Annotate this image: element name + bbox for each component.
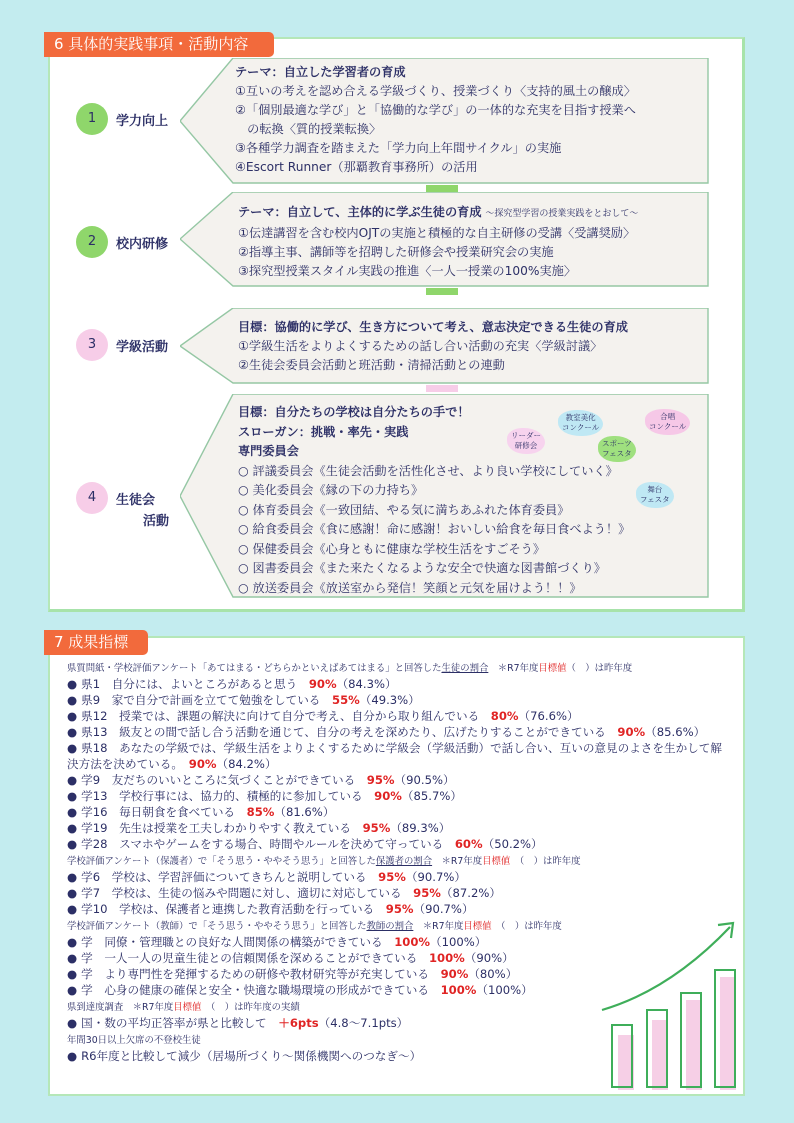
result-item-text: 学 一人一人の児童生徒との信頼関係を深めることができている — [81, 951, 418, 965]
category-1-box — [180, 58, 710, 184]
result-item — [67, 804, 727, 820]
category-1-line: ④Escort Runner（那覇教育事務所）の活用 — [235, 160, 478, 174]
committee-item: ○ 保健委員会《心身ともに健康な学校生活をすごそう》 — [238, 541, 546, 556]
result-item-previous: （100%） — [476, 983, 533, 997]
result-item-text: 国・数の平均正答率が県と比較して — [81, 1016, 267, 1030]
category-3-number: 3 — [76, 329, 108, 361]
category-4-box — [180, 394, 710, 598]
category-1-line: ②「個別最適な学び」と「協働的な学び」の一体的な充実を目指す授業へ — [235, 103, 636, 117]
committee-item: ○ 美化委員会《縁の下の力持ち》 — [238, 483, 424, 497]
event-blob-beautify: 教室美化 コンクール — [558, 410, 603, 436]
category-3-line: ②生徒会委員会活動と班活動・清掃活動との連動 — [238, 358, 505, 372]
result-item-text: 学13 学校行事には、協力的、積極的に参加している — [81, 789, 363, 803]
category-4-goal: 目標：自分たちの学校は自分たちの手で！ — [238, 405, 470, 419]
result-item-target: 100% — [440, 983, 477, 997]
result-item-text: 学10 学校は、保護者と連携した教育活動を行っている — [81, 902, 375, 916]
result-item-target: 95% — [362, 821, 391, 835]
result-item-previous: （85.7%） — [401, 789, 462, 803]
bullet-icon: ● — [67, 741, 78, 755]
result-group-header: 県質問紙・学校評価アンケート「あてはまる・どちらかといえばあてはまる」と回答した生徒の割合 ＊R7年度目標値（ ）は昨年度 — [67, 663, 633, 674]
result-item — [67, 676, 727, 692]
result-item-previous: （84.2%） — [216, 757, 277, 771]
result-item-text: 学28 スマホやゲームをする場合、時間やルールを決めて守っている — [81, 837, 444, 851]
result-item-target: 85% — [246, 805, 275, 819]
result-item-text: 県12 授業では、課題の解決に向けて自分で考え、自分から取り組んでいる — [81, 709, 480, 723]
result-item-previous: （84.3%） — [336, 677, 397, 691]
result-item-target: 95% — [378, 870, 406, 884]
result-item-previous: （87.2%） — [440, 886, 501, 900]
bullet-icon: ● — [67, 773, 78, 787]
result-item-previous: （49.3%） — [359, 693, 420, 707]
category-3-box — [180, 308, 710, 384]
bullet-icon: ● — [67, 789, 78, 803]
event-blob-chorus: 合唱 コンクール — [645, 409, 690, 435]
result-item-target: 100% — [428, 951, 465, 965]
category-2-line: ①伝達講習を含む校内OJTの実施と積極的な自主研修の受講〈受講奨励〉 — [238, 226, 636, 240]
result-group-header: 学校評価アンケート（保護者）で「そう思う・ややそう思う」と回答した保護者の割合 ＊R7年度目標値 （ ）は昨年度 — [67, 856, 581, 867]
category-1-line: ③各種学力調査を踏まえた「学力向上年間サイクル」の実施 — [235, 141, 562, 155]
committee-item: ○ 放送委員会《放送室から発信！笑顔と元気を届けよう！！》 — [238, 580, 582, 595]
result-item-previous: （81.6%） — [274, 805, 335, 819]
result-item-text: 学7 学校は、生徒の悩みや問題に対し、適切に対応している — [81, 886, 402, 900]
bullet-icon: ● — [67, 902, 78, 916]
category-4-committee-heading: 専門委員会 — [238, 444, 299, 458]
committee-item: ○ 給食委員会《食に感謝！命に感謝！おいしい給食を毎日食べよう！》 — [238, 522, 631, 536]
category-2-line: ③探究型授業スタイル実践の推進〈一人一授業の100%実施〉 — [238, 264, 577, 278]
result-item-previous: （4.8～7.1pts） — [318, 1016, 409, 1030]
result-item-text: 学 同僚・管理職との良好な人間関係の構築ができている — [81, 935, 383, 949]
result-item-previous: （90%） — [464, 951, 514, 965]
bullet-icon: ● — [67, 725, 78, 739]
result-item-previous: （50.2%） — [482, 837, 543, 851]
category-1-label: 学力向上 — [116, 114, 169, 129]
result-item-previous: （90.5%） — [394, 773, 455, 787]
result-item-text: 県1 自分には、よいところがあると思う — [81, 677, 298, 691]
result-item-target: 90% — [440, 967, 469, 981]
result-item-text: 学 心身の健康の確保と安全・快適な職場環境の形成ができている — [81, 983, 429, 997]
result-item — [67, 772, 727, 788]
committee-item: ○ 評議委員会《生徒会活動を活性化させ、より良い学校にしていく》 — [238, 463, 618, 478]
category-2-theme: テーマ：自立して、主体的に学ぶ生徒の育成 — [238, 205, 482, 219]
result-item — [67, 869, 727, 885]
bullet-icon: ● — [67, 870, 78, 884]
connector — [426, 385, 458, 392]
result-item-target: 95% — [366, 773, 395, 787]
category-4-label: 生徒会 — [116, 493, 156, 508]
result-item-text: 学9 友だちのいいところに気づくことができている — [81, 773, 356, 787]
bullet-icon: ● — [67, 709, 78, 723]
category-1-number: 1 — [76, 103, 108, 135]
bullet-icon: ● — [67, 693, 78, 707]
result-item-target: 90% — [617, 725, 646, 739]
bullet-icon: ● — [67, 935, 78, 949]
category-2-subtheme: ～探究型学習の授業実践をとおして～ — [485, 209, 639, 219]
result-item-target: 80% — [490, 709, 519, 723]
result-item-target: 95% — [413, 886, 441, 900]
result-item-previous: （90.7%） — [405, 870, 466, 884]
result-item-target: 95% — [385, 902, 414, 916]
bullet-icon: ● — [67, 951, 78, 965]
category-3-goal: 目標：協働的に学び、生き方について考え、意志決定できる生徒の育成 — [238, 320, 628, 334]
category-1-line: の転換〈質的授業転換〉 — [235, 122, 382, 136]
result-item-previous: （80%） — [468, 967, 518, 981]
result-group-header: 学校評価アンケート（教師）で「そう思う・ややそう思う」と回答した教師の割合 ＊R7年度目標値 （ ）は昨年度 — [67, 921, 562, 932]
result-item-target: 90% — [374, 789, 402, 803]
category-2-number: 2 — [76, 226, 108, 258]
category-4-number: 4 — [76, 482, 108, 514]
result-item-previous: （100%） — [430, 935, 487, 949]
bullet-icon: ● — [67, 983, 78, 997]
result-group-header: 年間30日以上欠席の不登校生徒 — [67, 1035, 201, 1046]
result-item-target: 90% — [188, 757, 217, 771]
result-item-previous: （90.7%） — [413, 902, 474, 916]
result-item-target: 90% — [308, 677, 337, 691]
result-item-text: 学19 先生は授業を工夫しわかりやすく教えている — [81, 821, 351, 835]
result-item-previous: （76.6%） — [518, 709, 579, 723]
category-2-line: ②指導主事、講師等を招聘した研修会や授業研究会の実施 — [238, 245, 554, 259]
result-item-previous: （89.3%） — [390, 821, 451, 835]
result-item-text: 学 より専門性を発揮するための研修や教材研究等が充実している — [81, 967, 429, 981]
event-blob-stage: 舞台 フェスタ — [636, 482, 674, 508]
result-item-text: R6年度と比較して減少（居場所づくり～関係機関へのつなぎ～） — [81, 1049, 422, 1063]
committee-item: ○ 体育委員会《一致団結、やる気に満ちあふれた体育委員》 — [238, 502, 570, 517]
result-item — [67, 692, 727, 708]
bullet-icon: ● — [67, 821, 78, 835]
result-item-target: ＋6pts — [278, 1016, 319, 1030]
bullet-icon: ● — [67, 837, 78, 851]
result-item-text: 県18 あなたの学級では、学級生活をよりよくするために学級会（学級活動）で話し合い、互いの意見のよさを生かして解決方法を決めている。 — [67, 741, 722, 771]
result-item — [67, 788, 727, 804]
growth-bar-chart-icon — [600, 915, 750, 1090]
result-item — [67, 885, 727, 901]
result-item-target: 55% — [332, 693, 360, 707]
category-2-label: 校内研修 — [116, 237, 169, 252]
category-2-box — [180, 192, 710, 287]
bullet-icon: ● — [67, 677, 78, 691]
bullet-icon: ● — [67, 805, 78, 819]
result-item — [67, 708, 727, 724]
committee-item: ○ 図書委員会《また来たくなるような安全で快適な図書館づくり》 — [238, 561, 606, 575]
event-blob-leader: リーダー 研修会 — [507, 428, 545, 454]
connector — [426, 288, 458, 295]
result-item-text: 県9 家で自分で計画を立てて勉強をしている — [81, 693, 321, 707]
category-1-theme: テーマ：自立した学習者の育成 — [235, 65, 406, 79]
section6-title: 6 具体的実践事項・活動内容 — [44, 32, 274, 57]
result-group-header: 県到達度調査 ＊R7年度目標値 （ ）は昨年度の実績 — [67, 1002, 300, 1013]
bullet-icon: ● — [67, 1016, 78, 1030]
bullet-icon: ● — [67, 886, 78, 900]
category-4-slogan: スローガン：挑戦・率先・実践 — [238, 424, 409, 439]
event-blob-sports: スポーツ フェスタ — [598, 436, 636, 462]
category-1-line: ①互いの考えを認め合える学級づくり、授業づくり〈支持的風土の醸成〉 — [235, 84, 636, 98]
result-item — [67, 820, 727, 836]
category-4-label2: 活動 — [143, 514, 170, 529]
category-3-label: 学級活動 — [116, 340, 169, 355]
result-item-target: 60% — [454, 837, 483, 851]
result-item-text: 学16 毎日朝食を食べている — [81, 805, 236, 819]
section7-title: 7 成果指標 — [44, 630, 148, 655]
result-item-text: 県13 級友との間で話し合う活動を通じて、自分の考えを深めたり、広げたりすることができている — [81, 725, 606, 739]
result-item-text: 学6 学校は、学習評価についてきちんと説明している — [81, 870, 367, 884]
bullet-icon: ● — [67, 967, 78, 981]
result-item — [67, 740, 727, 772]
result-item — [67, 836, 727, 852]
category-3-line: ①学級生活をよりよくするための話し合い活動の充実〈学級討議〉 — [238, 339, 603, 353]
connector — [426, 185, 458, 192]
result-item-target: 100% — [394, 935, 431, 949]
result-item — [67, 724, 727, 740]
bullet-icon: ● — [67, 1049, 78, 1063]
result-item-previous: （85.6%） — [645, 725, 706, 739]
